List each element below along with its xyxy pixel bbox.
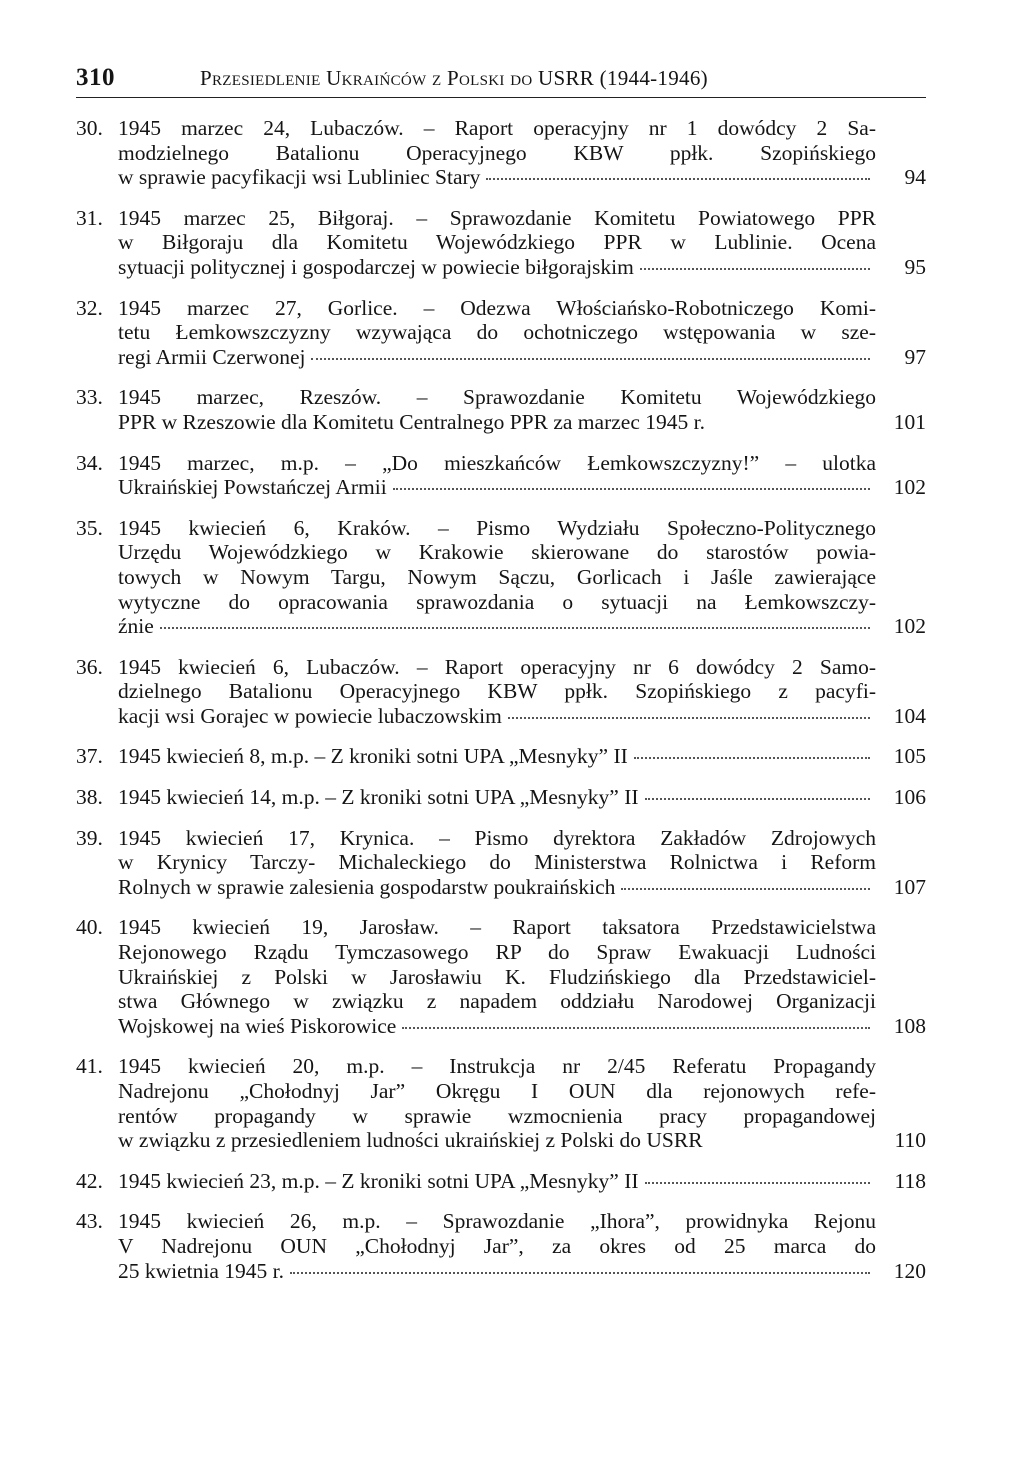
- entry-description: [118, 385, 876, 434]
- entry-line: Wojskowej na wieś Piskorowice: [118, 1013, 397, 1038]
- entry-last-line: [118, 1169, 876, 1194]
- entry-number: 33.: [76, 385, 103, 410]
- toc-entry: [76, 296, 926, 370]
- entry-last-line: [118, 614, 876, 639]
- toc-entry: [76, 744, 926, 769]
- running-title: Przesiedlenie Ukraińców z Polski do USRR (1944-1946): [200, 66, 708, 90]
- page-reference: 107: [893, 874, 926, 899]
- entry-last-line: [118, 1259, 876, 1284]
- page-reference: 104: [893, 703, 926, 728]
- page-reference: 110: [894, 1128, 926, 1153]
- page-reference: 95: [904, 254, 926, 279]
- entry-last-line: [118, 744, 876, 769]
- entry-last-line: [118, 345, 876, 370]
- entry-description: [118, 655, 876, 729]
- entry-line: modzielnego Batalionu Operacyjnego KBW ppłk. Szopińskiego: [118, 140, 876, 165]
- entry-line: Urzędu Wojewódzkiego w Krakowie skierowane do starostów powia-: [118, 540, 876, 565]
- entry-number: 40.: [76, 915, 103, 940]
- toc-entry: [76, 451, 926, 500]
- toc-entry: [76, 826, 926, 900]
- entry-number: 36.: [76, 654, 103, 679]
- entry-line: 1945 kwiecień 8, m.p. – Z kroniki sotni UPA „Mesnyky” II: [118, 744, 628, 769]
- entry-line: 1945 marzec 25, Biłgoraj. – Sprawozdanie Komitetu Powiatowego PPR: [118, 205, 876, 230]
- entry-description: [118, 451, 876, 500]
- page-number: 310: [76, 64, 115, 91]
- entry-description: [118, 744, 876, 769]
- leader-dots: [290, 1272, 870, 1274]
- entry-line: towych w Nowym Targu, Nowym Sączu, Gorlicach i Jaśle zawierające: [118, 564, 876, 589]
- toc-entry: [76, 1169, 926, 1194]
- entry-line: stwa Głównego w związku z napadem oddziału Narodowej Organizacji: [118, 989, 876, 1014]
- leader-dots: [311, 358, 870, 360]
- entry-line: w Biłgoraju dla Komitetu Wojewódzkiego PPR w Lublinie. Ocena: [118, 230, 876, 255]
- running-head: [76, 64, 926, 98]
- entry-number: 35.: [76, 515, 103, 540]
- entry-line: Ukraińskiej z Polski w Jarosławiu K. Fludzińskiego dla Przedstawiciel-: [118, 964, 876, 989]
- entry-last-line: [118, 255, 876, 280]
- page-reference: 102: [893, 475, 926, 500]
- toc-entry: [76, 206, 926, 280]
- entry-number: 39.: [76, 825, 103, 850]
- entry-last-line: [118, 165, 876, 190]
- leader-dots: [634, 757, 870, 759]
- entry-last-line: [118, 410, 876, 435]
- leader-dots: [160, 627, 870, 629]
- book-page: [76, 64, 926, 1299]
- toc-entry: [76, 1054, 926, 1152]
- entry-line: 1945 kwiecień 26, m.p. – Sprawozdanie „Ihora”, prowidnyka Rejonu: [118, 1209, 876, 1234]
- entry-line: sytuacji politycznej i gospodarczej w powiecie biłgorajskim: [118, 254, 634, 279]
- entry-line: 1945 kwiecień 23, m.p. – Z kroniki sotni UPA „Mesnyky” II: [118, 1168, 639, 1193]
- entry-last-line: [118, 1128, 876, 1153]
- entry-line: 1945 kwiecień 6, Lubaczów. – Raport operacyjny nr 6 dowódcy 2 Samo-: [118, 654, 876, 679]
- page-reference: 97: [904, 344, 926, 369]
- leader-dots: [645, 1182, 870, 1184]
- table-of-contents: [76, 116, 926, 1283]
- entry-line: 1945 marzec 27, Gorlice. – Odezwa Włościańsko-Robotniczego Komi-: [118, 295, 876, 320]
- entry-number: 38.: [76, 785, 103, 810]
- entry-description: [118, 915, 876, 1038]
- entry-last-line: [118, 875, 876, 900]
- entry-line: 25 kwietnia 1945 r.: [118, 1258, 285, 1283]
- entry-line: 1945 marzec, m.p. – „Do mieszkańców Łemkowszczyzny!” – ulotka: [118, 450, 876, 475]
- entry-line: dzielnego Batalionu Operacyjnego KBW ppłk. Szopińskiego z pacyfi-: [118, 679, 876, 704]
- entry-description: [118, 1169, 876, 1194]
- page-reference: 108: [893, 1013, 926, 1038]
- page-reference: 118: [894, 1168, 926, 1193]
- entry-line: Rolnych w sprawie zalesienia gospodarstw poukraińskich: [118, 874, 616, 899]
- entry-last-line: [118, 785, 876, 810]
- entry-last-line: [118, 704, 876, 729]
- leader-dots: [508, 717, 870, 719]
- entry-line: w związku z przesiedleniem ludności ukraińskiej z Polski do USRR: [118, 1128, 703, 1153]
- entry-last-line: [118, 1014, 876, 1039]
- toc-entry: [76, 385, 926, 434]
- entry-description: [118, 206, 876, 280]
- toc-entry: [76, 655, 926, 729]
- entry-line: wytyczne do opracowania sprawozdania o sytuacji na Łemkowszczy-: [118, 589, 876, 614]
- entry-description: [118, 516, 876, 639]
- entry-line: rentów propagandy w sprawie wzmocnienia pracy propagandowej: [118, 1103, 876, 1128]
- entry-line: w Krynicy Tarczy- Michaleckiego do Ministerstwa Rolnictwa i Reform: [118, 850, 876, 875]
- entry-number: 30.: [76, 116, 103, 140]
- entry-number: 32.: [76, 295, 103, 320]
- entry-line: 1945 marzec 24, Lubaczów. – Raport operacyjny nr 1 dowódcy 2 Sa-: [118, 116, 876, 140]
- toc-entry: [76, 785, 926, 810]
- page-reference: 105: [893, 744, 926, 769]
- toc-entry: [76, 1209, 926, 1283]
- entry-description: [118, 1209, 876, 1283]
- entry-description: [118, 826, 876, 900]
- toc-entry: [76, 915, 926, 1038]
- leader-dots: [402, 1027, 870, 1029]
- entry-number: 42.: [76, 1168, 103, 1193]
- entry-description: [118, 785, 876, 810]
- entry-line: 1945 kwiecień 19, Jarosław. – Raport taksatora Przedstawicielstwa: [118, 915, 876, 940]
- page-reference: 101: [893, 409, 926, 434]
- entry-description: [118, 116, 876, 190]
- entry-line: regi Armii Czerwonej: [118, 344, 306, 369]
- entry-line: 1945 kwiecień 14, m.p. – Z kroniki sotni UPA „Mesnyky” II: [118, 785, 639, 810]
- entry-number: 37.: [76, 744, 103, 769]
- entry-last-line: [118, 475, 876, 500]
- entry-line: tetu Łemkowszczyzny wzywająca do ochotniczego wstępowania w sze-: [118, 320, 876, 345]
- entry-line: V Nadrejonu OUN „Chołodnyj Jar”, za okres od 25 marca do: [118, 1233, 876, 1258]
- entry-line: PPR w Rzeszowie dla Komitetu Centralnego PPR za marzec 1945 r.: [118, 409, 705, 434]
- toc-entry: [76, 116, 926, 190]
- toc-entry: [76, 516, 926, 639]
- entry-line: w sprawie pacyfikacji wsi Lubliniec Stary: [118, 165, 481, 190]
- entry-line: kacji wsi Gorajec w powiecie lubaczowskim: [118, 703, 502, 728]
- page-reference: 94: [904, 165, 926, 190]
- page-reference: 120: [893, 1258, 926, 1283]
- entry-line: 1945 marzec, Rzeszów. – Sprawozdanie Komitetu Wojewódzkiego: [118, 385, 876, 410]
- entry-number: 31.: [76, 205, 103, 230]
- page-reference: 106: [893, 785, 926, 810]
- entry-number: 34.: [76, 450, 103, 475]
- leader-dots: [645, 798, 870, 800]
- entry-line: Rejonowego Rządu Tymczasowego RP do Spraw Ewakuacji Ludności: [118, 940, 876, 965]
- leader-dots: [486, 178, 870, 180]
- entry-line: Nadrejonu „Chołodnyj Jar” Okręgu I OUN dla rejonowych refe-: [118, 1079, 876, 1103]
- entry-number: 43.: [76, 1209, 103, 1234]
- entry-line: 1945 kwiecień 17, Krynica. – Pismo dyrektora Zakładów Zdrojowych: [118, 825, 876, 850]
- entry-line: 1945 kwiecień 20, m.p. – Instrukcja nr 2/45 Referatu Propagandy: [118, 1054, 876, 1079]
- entry-description: [118, 296, 876, 370]
- entry-description: [118, 1054, 876, 1152]
- entry-line: 1945 kwiecień 6, Kraków. – Pismo Wydziału Społeczno-Politycznego: [118, 515, 876, 540]
- page-reference: 102: [893, 614, 926, 639]
- entry-line: Ukraińskiej Powstańczej Armii: [118, 475, 387, 500]
- entry-line: źnie: [118, 614, 154, 639]
- leader-dots: [621, 888, 870, 890]
- leader-dots: [393, 488, 870, 490]
- entry-number: 41.: [76, 1054, 103, 1079]
- leader-dots: [640, 268, 870, 270]
